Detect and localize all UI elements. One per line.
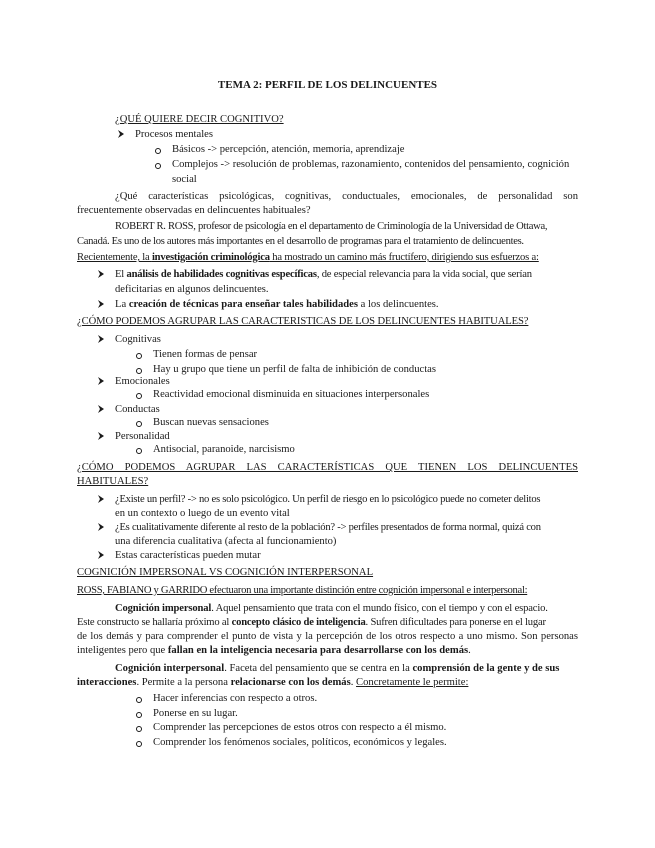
section-heading-cognicion: COGNICIÓN IMPERSONAL VS COGNICIÓN INTERPERSONAL (77, 567, 374, 578)
arrow-bullet-icon (97, 549, 105, 561)
circle-bullet-icon (136, 712, 142, 718)
arrow-bullet-icon (97, 298, 105, 310)
paragraph-impersonal-3: de los demás y para comprender el punto de vista y la percepción de los otros respecto a uno mismo. Son personas (77, 631, 578, 642)
circle-bullet-icon (136, 448, 142, 454)
paragraph-question: ¿Qué características psicológicas, cognitivas, conductuales, emocionales, de personalidad son (115, 191, 578, 202)
section-heading-tienen: ¿CÓMO PODEMOS AGRUPAR LAS CARACTERÍSTICAS QUE TIENEN LOS DELINCUENTES (77, 462, 578, 473)
list-item-percepciones: Comprender las percepciones de estos otros con respecto a él mismo. (153, 722, 447, 733)
circle-bullet-icon (136, 368, 142, 374)
category-cognitivas: Cognitivas (115, 334, 161, 345)
paragraph-authors: ROSS, FABIANO y GARRIDO efectuaron una importante distinción entre cognición impersonal e interpersonal: (77, 585, 528, 596)
bullet-analisis: El análisis de habilidades cognitivas específicas, de especial relevancia para la vida social, que serían (115, 269, 532, 280)
category-personalidad: Personalidad (115, 431, 170, 442)
bullet-perfil: ¿Existe un perfil? -> no es solo psicológico. Un perfil de riesgo en lo psicológico puede no cometer delitos (115, 494, 541, 505)
arrow-bullet-icon (97, 430, 105, 442)
circle-bullet-icon (136, 393, 142, 399)
arrow-bullet-icon (117, 128, 125, 140)
list-item-lugar: Ponerse en su lugar. (153, 708, 238, 719)
circle-bullet-icon (136, 353, 142, 359)
arrow-bullet-icon (97, 268, 105, 280)
bullet-mutar: Estas características pueden mutar (115, 550, 261, 561)
paragraph-interpersonal: Cognición interpersonal. Faceta del pensamiento que se centra en la comprensión de la gente y de sus (115, 663, 560, 674)
item-formas-pensar: Tienen formas de pensar (153, 349, 258, 360)
sub-bullet-complejos-cont: social (172, 174, 197, 185)
circle-bullet-icon (136, 726, 142, 732)
category-emocionales: Emocionales (115, 376, 170, 387)
paragraph-ross: ROBERT R. ROSS, profesor de psicología en el departamento de Criminología de la Universidad de Ottawa, (115, 221, 548, 232)
circle-bullet-icon (136, 421, 142, 427)
circle-bullet-icon (155, 148, 161, 154)
circle-bullet-icon (136, 741, 142, 747)
circle-bullet-icon (155, 163, 161, 169)
circle-bullet-icon (136, 697, 142, 703)
arrow-bullet-icon (97, 493, 105, 505)
bullet-cualitativamente-cont: una diferencia cualitativa (afecta al funcionamiento) (115, 536, 337, 547)
sub-bullet-basicos: Básicos -> percepción, atención, memoria, aprendizaje (172, 144, 405, 155)
arrow-bullet-icon (97, 375, 105, 387)
sub-bullet-complejos: Complejos -> resolución de problemas, razonamiento, contenidos del pensamiento, cognición (172, 159, 570, 170)
paragraph-ross-cont: Canadá. Es uno de los autores más importantes en el desarrollo de programas para el tratamiento de delincuentes. (77, 236, 524, 247)
paragraph-impersonal: Cognición impersonal. Aquel pensamiento que trata con el mundo físico, con el tiempo y con el espacio. (115, 603, 548, 614)
arrow-bullet-icon (97, 333, 105, 345)
item-inhibicion: Hay u grupo que tiene un perfil de falta de inhibición de conductas (153, 364, 436, 375)
bullet-analisis-cont: deficitarias en algunos delincuentes. (115, 284, 269, 295)
section-heading-agrupar: ¿CÓMO PODEMOS AGRUPAR LAS CARACTERISTICAS DE LOS DELINCUENTES HABITUALES? (77, 316, 529, 327)
section-heading-cognitivo: ¿QUÉ QUIERE DECIR COGNITIVO? (115, 114, 284, 125)
paragraph-impersonal-4: inteligentes pero que fallan en la inteligencia necesaria para desarrollarse con los demás. (77, 645, 471, 656)
arrow-bullet-icon (97, 521, 105, 533)
paragraph-impersonal-2: Este constructo se hallaría próximo al concepto clásico de inteligencia. Sufren dificultades para ponerse en el lugar (77, 617, 546, 628)
item-reactividad: Reactividad emocional disminuida en situaciones interpersonales (153, 389, 430, 400)
bullet-cualitativamente: ¿Es cualitativamente diferente al resto de la población? -> perfiles presentados de forma normal, quizá con (115, 522, 541, 533)
paragraph-question-cont: frecuentemente observadas en delincuentes habituales? (77, 205, 311, 216)
category-conductas: Conductas (115, 404, 160, 415)
bullet-creacion: La creación de técnicas para enseñar tales habilidades a los delincuentes. (115, 299, 439, 310)
bullet-perfil-cont: en un contexto o luego de un evento vital (115, 508, 290, 519)
paragraph-recientemente: Recientemente, la investigación criminológica ha mostrado un camino más fructífero, dirigiendo sus esfuerzos a: (77, 252, 539, 263)
section-heading-tienen-cont: HABITUALES? (77, 476, 149, 487)
list-item-inferencias: Hacer inferencias con respecto a otros. (153, 693, 318, 704)
item-antisocial: Antisocial, paranoide, narcisismo (153, 444, 295, 455)
list-item-fenomenos: Comprender los fenómenos sociales, políticos, económicos y legales. (153, 737, 447, 748)
item-sensaciones: Buscan nuevas sensaciones (153, 417, 269, 428)
page-title: TEMA 2: PERFIL DE LOS DELINCUENTES (217, 79, 438, 91)
paragraph-interpersonal-2: interacciones. Permite a la persona relacionarse con los demás. Concretamente le permite: (77, 677, 469, 688)
arrow-bullet-icon (97, 403, 105, 415)
bullet-procesos-mentales: Procesos mentales (135, 129, 213, 140)
